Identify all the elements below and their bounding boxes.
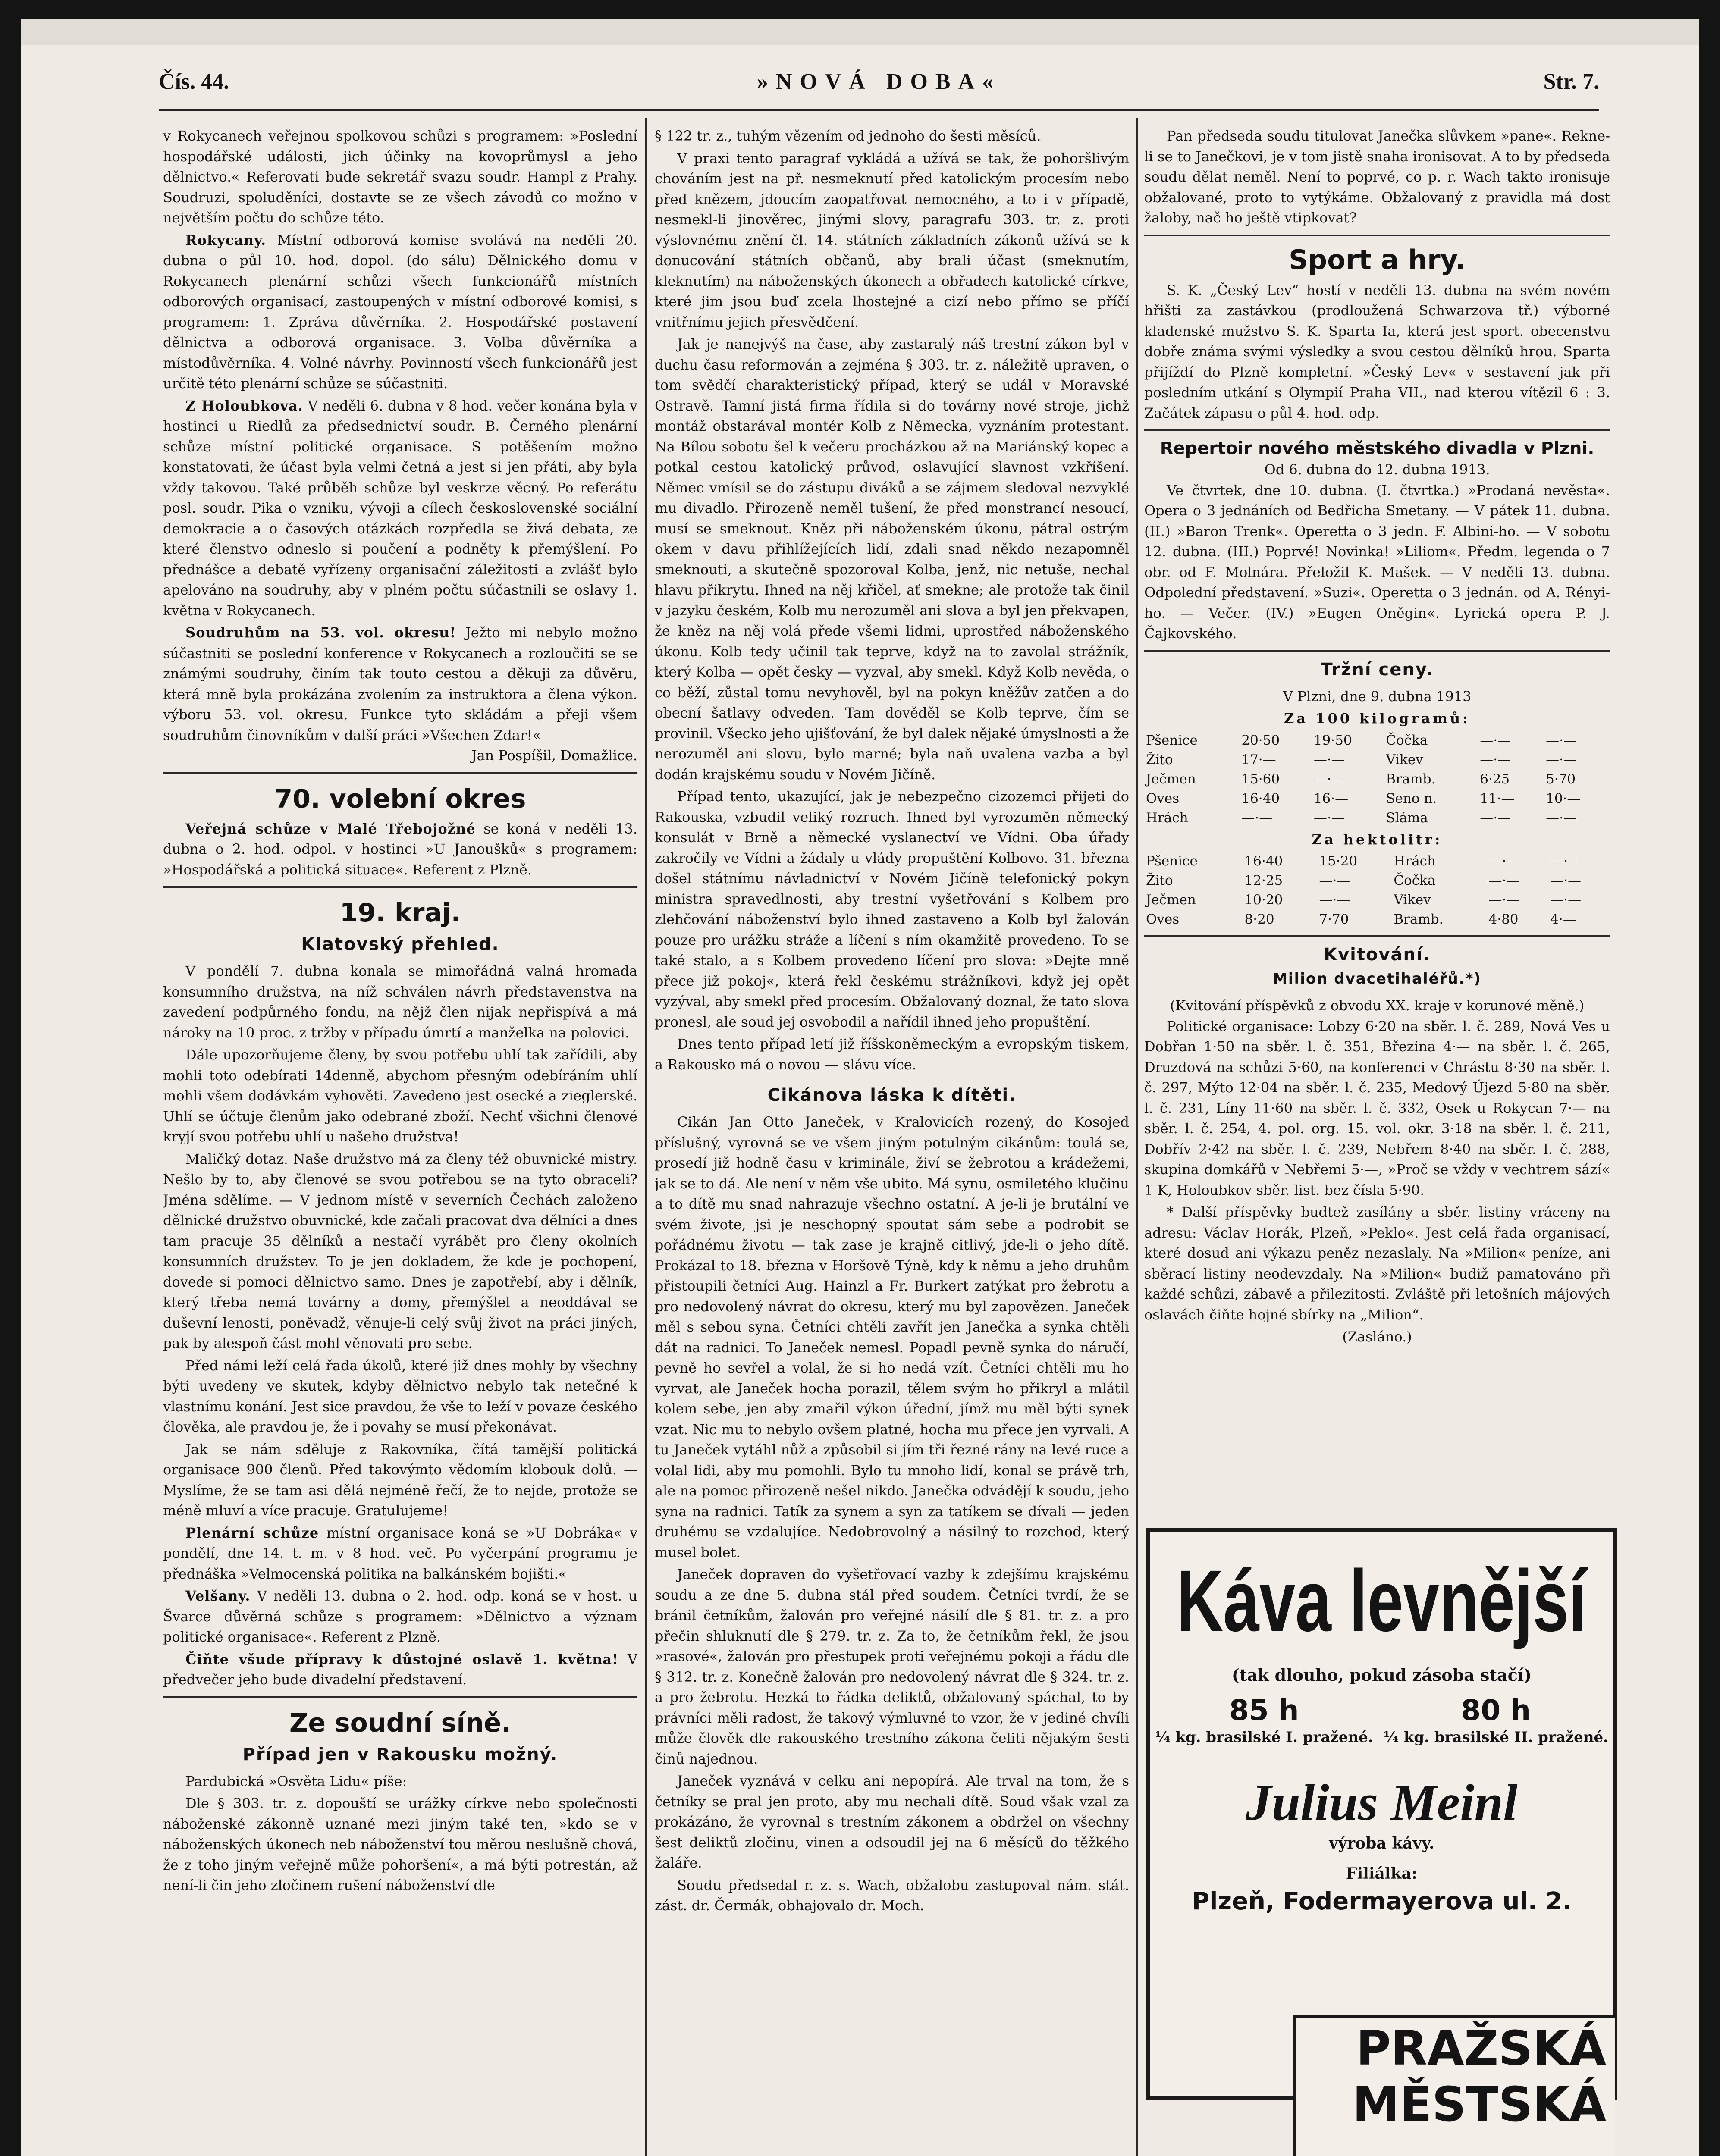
signature: Jan Pospíšil, Domažlice. — [471, 747, 637, 764]
price-value: —·— — [1550, 892, 1582, 908]
price-value: —·— — [1480, 752, 1511, 768]
article-lead: Velšany. — [185, 1588, 251, 1604]
commodity-name: Ječmen — [1146, 771, 1196, 787]
commodity-name: Oves — [1146, 912, 1180, 927]
column-3 — [1144, 126, 1610, 1519]
commodity-name: Bramb. — [1394, 912, 1444, 927]
section-subtitle: Případ jen v Rakousku možný. — [242, 1744, 558, 1764]
article-text: Ježto mi nebylo možno súčastniti se poslední konference v Rokycanech a rozloučiti se se známými soudruhy, činím tak touto cestou a děkuji za důvěru, která mně byla prokázána zvolením za instruktora a člena výkon. výboru 53. vol. okresu. Funkce tyto skládám a přeji všem soudruhům činovníkům v další práci »Všechen Zdar!« — [163, 624, 637, 743]
article-paragraph — [163, 1649, 637, 1690]
article-paragraph: Jak se nám sděluje z Rakovníka, čítá tamější politická organisace 900 členů. Před takovýmto vědomím klobouk dolů. — Myslíme, že se tam asi dělá nejméně řečí, že to nejde, protože se méně mluví a více pracuje. Gratulujeme! — [163, 1441, 637, 1519]
article-paragraph — [163, 1523, 637, 1585]
article-paragraph: Pan předseda soudu titulovat Janečka slůvkem »pane«. Rekne-li se to Janečkovi, je v tom jistě snaha ironisovat. A to by předseda soudu dělat neměl. Není to poprvé, co p. r. Wach takto ironisuje obžalované, proto to vytýkáme. Obžalovaný z pravidla má dost žaloby, nač ho ještě vtipkovat? — [1144, 128, 1610, 226]
commodity-name: Čočka — [1386, 732, 1428, 748]
section-rule — [163, 1696, 637, 1698]
article-lead: Plenární schůze — [185, 1524, 319, 1541]
article-paragraph: § 122 tr. z., tuhým vězením od jednoho do šesti měsíců. — [655, 128, 1041, 144]
section-rule — [1144, 650, 1610, 652]
article-paragraph: S. K. „Český Lev“ hostí v neděli 13. dubna na svém novém hřišti za zastávkou (prodloužená Schwarzova tř.) výborné kladenské mužstvo S. K. Sparta Ia, která jest sport. obecenstvu dobře známa svými výsledky a svou cestou dělníků hrou. Sparta přijíždí do Plzně kompletní. »Český Lev« v sestavení jak při posledním utkání s Olympií Praha VII., nad kterou vítězil 6 : 3. Začátek zápasu o půl 4. hod. odp. — [1144, 282, 1610, 421]
price: 85 h — [1229, 1694, 1299, 1727]
price-value: —·— — [1546, 732, 1577, 748]
price-row — [1144, 808, 1610, 828]
price-row — [1144, 852, 1610, 871]
commodity-name: Bramb. — [1386, 771, 1436, 787]
price-block — [1384, 1693, 1609, 1747]
article-text: se koná v neděli 13. dubna o 2. hod. odpol. v hostinci »U Janoušků« s programem: »Hospodářská a politická situace«. Referent z Plzně. — [163, 820, 637, 878]
commodity-name: Seno n. — [1386, 790, 1437, 806]
price-value: 10·— — [1546, 790, 1581, 806]
price-value: 12·25 — [1244, 873, 1283, 888]
branch-address: Plzeň, Fodermayerova ul. 2. — [1192, 1887, 1572, 1915]
article-paragraph: Dle § 303. tr. z. dopouští se urážky církve nebo společnosti náboženské zákonně uznané mezi jiným také ten, »kdo se v náboženských úkonech neb náboženství tou měrou neslušně chová, že z toho jiným veřejně může pohoršení«, a má býti potrestán, až není-li čin jeho zločinem rušení náboženství dle — [163, 1795, 637, 1893]
commodity-name: Sláma — [1386, 810, 1428, 826]
price-value: 15·20 — [1319, 853, 1358, 869]
price-value: 8·20 — [1244, 912, 1274, 927]
article-paragraph — [163, 396, 637, 621]
price-description: ¼ kg. brasilské II. pražené. — [1383, 1729, 1609, 1746]
price-row — [1144, 770, 1610, 789]
article-paragraph: Janeček vyznává v celku ani nepopírá. Ale trval na tom, že s četníky se pral jen proto, aby mu nechali dítě. Soud však vzal za prokázáno, že vyrovnal s trestním zákonem a obdržel on všechny šest deliktů zločinu, vinen a odsoudil jej na 6 měsíců do těžkého žaláře. — [655, 1773, 1129, 1871]
market-title: Tržní ceny. — [1321, 659, 1434, 680]
price-row — [1144, 910, 1610, 929]
price-value: —·— — [1313, 771, 1345, 787]
commodity-name: Hrách — [1394, 853, 1436, 869]
price-value: 19·50 — [1313, 732, 1352, 748]
section-rule — [163, 886, 637, 888]
price-value: 15·60 — [1241, 771, 1280, 787]
price-value: 16·40 — [1241, 790, 1280, 806]
price-value: —·— — [1546, 810, 1577, 826]
commodity-name: Vikev — [1386, 752, 1423, 768]
article-paragraph — [163, 623, 637, 764]
price-description: ¼ kg. brasilské I. pražené. — [1155, 1729, 1373, 1746]
article-paragraph — [163, 230, 637, 394]
price-value: 16·40 — [1244, 853, 1283, 869]
market-unit: Za hektolitr: — [1312, 831, 1443, 848]
article-paragraph — [163, 819, 637, 881]
price-table — [1144, 731, 1610, 828]
ad-prices — [1150, 1693, 1613, 1747]
price-value: —·— — [1319, 892, 1350, 908]
article-paragraph: v Rokycanech veřejnou spolkovou schůzi s programem: »Poslední hospodářské události, jich účinky na kovoprůmysl a jeho dělnictvo.« Referovati bude sekretář svazu soudr. Hampl z Prahy. Soudruzi, spoluděníci, dostavte se ze všech závodů co možno v největším počtu do schůze této. — [163, 128, 637, 226]
price: 80 h — [1461, 1694, 1531, 1727]
brand-subline: výroba kávy. — [1329, 1834, 1434, 1852]
section-rule — [1144, 935, 1610, 937]
article-paragraph: Jak je nanejvýš na čase, aby zastaralý náš trestní zákon byl v duchu času reformován a zejména § 303. tr. z. náležitě upraven, o tom svědčí charakteristický případ, který se udál v Moravské Ostravě. Tamní jistá firma řídila si do továrny nové stroje, jichž montáž obstarával montér Kolb z Německa, vyznáním protestant. Na Bílou sobotu šel k večeru procházkou až na Mariánský kopec a potkal cestou katolický průvod, oslavující slavnost vzkříšení. Němec vmísil se do zástupu diváků a se zájmem sledoval nezvyklé mu divadlo. Přirozeně neměl tušení, že před monstrancí nesoucí, musí se smeknout. Kněz při náboženském úkonu, pátral ostrým okem v davu přihlížejících lidí, zdali snad někdo nezapomněl smeknouti, a skutečně spozoroval Kolba, jenž, nic netuše, nechal hlavu přikrytu. Ihned na něj křičel, ať smekne; ale protože tak činil v jazyku českém, Kolb mu nerozuměl ani slova a byl jen překvapen, že kněz na něj volá přede všemi lidmi, uprostřed náboženského úkonu. Kolb tedy učinil tak teprve, když na to zavolal strážník, který Kolba — opět česky — vyzval, aby smekl. Když Kolb nevěda, o co běží, zůstal tomu nevyhověl, byl na pokyn kněžův zatčen a do obecní šatlavy odveden. Tam dověděl se Kolb teprve, čím se provinil. Všecko jeho ujišťování, že byl dalek nějaké úmyslnosti a že nerozuměl ani slovu, bylo marné; byla naň uvalena vazba a byl dodán krajskému soudu v Novém Jičíně. — [655, 336, 1129, 783]
price-value: —·— — [1480, 732, 1511, 748]
section-title: Ze soudní síně. — [289, 1708, 512, 1738]
brand-name: Julius Meinl — [1246, 1774, 1518, 1831]
price-value: 4·— — [1550, 912, 1576, 927]
commodity-name: Vikev — [1394, 892, 1431, 908]
price-value: —·— — [1550, 873, 1582, 888]
section-subtitle: Cikánova láska k dítěti. — [767, 1085, 1017, 1105]
commodity-name: Pšenice — [1146, 853, 1198, 869]
price-value: 16·— — [1313, 790, 1349, 806]
price-row — [1144, 890, 1610, 910]
article-paragraph — [163, 1586, 637, 1648]
page-number: Str. 7. — [1543, 69, 1599, 94]
price-value: 17·— — [1241, 752, 1276, 768]
commodity-name: Oves — [1146, 790, 1180, 806]
price-value: —·— — [1488, 892, 1520, 908]
price-value: 7·70 — [1319, 912, 1349, 927]
price-value: 20·50 — [1241, 732, 1280, 748]
price-value: 4·80 — [1488, 912, 1519, 927]
article-paragraph: Cikán Jan Otto Janeček, v Kralovicích rozený, do Kosojed příslušný, vyrovná se ve všem jiným potulným cikánům: toulá se, prosedí již hodně času v kriminále, živí se žebrotou a krádežemi, jak se to dá. Ale není v něm vše ubito. Má synu, osmiletého klučinu a to dítě mu snad nahrazuje všechno ostatní. A je-li je brutální ve svém živote, jsi je neschopný spoutat sám sebe a podrobit se pořádnému životu — tak zase je krajně citlivý, jde-li o jeho dítě. Prokázal to 18. března v Horšově Týně, kdy k němu a jeho druhům přistoupili četníci Aug. Hainzl a Fr. Burkert zatýkat pro žebrotu a pro nedovolený návrat do okresu, který mu byl zapovězen. Janeček měl s sebou syna. Četníci chtěli zavřít jen Janečka a synka chtěli dát na radnici. To Janeček nemesl. Popadl pevně synka do náručí, pevně ho sevřel a volal, že si ho nedá vzít. Četníci chtěli mu ho vyrvat, ale Janeček hocha porazil, tělem svým ho přikryl a mlátil kolem sebe, jen aby zmařil výkon úřední, jímž mu měl býti synek vzat. Nic mu to nebylo ovšem platné, hocha mu přece jen vyrvali. A tu Janeček vytáhl nůž a způsobil si jím tři řezné rány na levé ruce a volal lidi, aby mu pomohli. Bylo tu mnoho lidí, konal se právě trh, ale na pomoc přirozeně nešel nikdo. Janečka odvádějí k soudu, jeho syna na radnici. Tatík za synem a syn za tatíkem se dívali — jeden druhému se vzdalujíce. Nedobrovolný a násilný to rozchod, který musel bolet. — [655, 1114, 1129, 1561]
repertoire-dates: Od 6. dubna do 12. dubna 1913. — [1264, 461, 1490, 478]
price-value: 11·— — [1480, 790, 1515, 806]
commodity-name: Ječmen — [1146, 892, 1196, 908]
branch-label: Filiálka: — [1346, 1865, 1418, 1883]
price-value: —·— — [1313, 810, 1345, 826]
note: (Kvitování příspěvků z obvodu XX. kraje v korunové měně.) — [1170, 997, 1585, 1014]
price-value: —·— — [1546, 752, 1577, 768]
article-paragraph: V praxi tento paragraf vykládá a užívá se tak, že pohoršlivým chováním jest na př. nesmeknutí před katolickým procesím nebo před knězem, jdoucím zaopatřovat nemocného, a to i v případě, nesmekl-li jinověrec, jinými slovy, paragrafu 303. tr. z. proti výslovnému znění čl. 14. státních základních zákonů užívá se k donucování státních občanů, aby brali účast (smeknutím, kleknutím) na náboženských úkonech a obřadech katolické církve, které jim jsou buď zcela lhostejné a cizí nebo přímo se příčí vnitřnímu jejich přesvědčení. — [655, 150, 1129, 330]
column-2 — [655, 126, 1129, 2156]
article-paragraph: Maličký dotaz. Naše družstvo má za členy též obuvnické mistry. Nešlo by to, aby členové se svou potřebou se na tyto obraceli? Jména sdělíme. — V jednom místě v severních Čechách založeno dělnické družstvo obuvnické, kde začali pracovat dva dělníci a dnes tam pracuje 35 dělníků a nestačí vyrábět pro členy okolních konsumních družstev. To je jen dokladem, že kde je pochopení, dovede si pomoci dělnictvo samo. Dnes je zapotřebí, aby i dělník, který třeba nemá továrny a domy, přemýšlel a neoddával se duševní lenosti, poněvadž, věnuje-li celý svůj život na práci jiných, pak by alespoň část mohl věnovati pro sebe. — [163, 1150, 637, 1351]
article-text: V neděli 13. dubna o 2. hod. odp. koná se v host. u Švarce důvěrná schůze s programem: »Dělnictvo a význam politické organisace«. Referent z Plzně. — [163, 1588, 637, 1645]
article-lead: Rokycany. — [185, 232, 267, 248]
masthead — [159, 66, 1599, 111]
article-text: místní organisace koná se »U Dobráka« v pondělí, dne 14. t. m. v 8 hod. več. Po vyčerpání programu je přednáška »Velmocenská politika na balkánském bojišti.« — [163, 1524, 637, 1582]
section-rule — [1144, 429, 1610, 431]
price-value: —·— — [1241, 810, 1273, 826]
article-paragraph: Před námi leží celá řada úkolů, které již dnes mohly by všechny býti uvedeny ve skutek, kdyby dělnictvo nebylo tak netečné k vlastnímu konání. Jest sice pravdou, že vše to leží v povaze českého člověka, ale pravdou je, že i povahy se musí překonávat. — [163, 1357, 637, 1435]
price-value: 10·20 — [1244, 892, 1283, 908]
footnote: * Další příspěvky budtež zasílány a sběr. listiny vráceny na adresu: Václav Horák, Plzeň, »Peklo«. Jest celá řada organisací, které dosud ani výkazu peněz nezaslaly. Na »Milion« peníze, ani sběrací listiny neodevzdaly. Na »Milion« budiž pamatováno při každé schůzi, zábavě a přilezitosti. Zvláště při letošních májových oslavách čiňte hojné sbírky na „Milion“. — [1144, 1204, 1610, 1323]
section-rule — [1144, 235, 1610, 236]
column-divider — [1136, 118, 1138, 2156]
price-value: —·— — [1313, 752, 1345, 768]
insurance-advertisement — [1293, 2015, 1615, 2156]
issue-number: Čís. 44. — [159, 69, 229, 94]
price-row — [1144, 789, 1610, 808]
section-rule — [163, 772, 637, 774]
commodity-name: Žito — [1146, 752, 1173, 768]
ad-subline: (tak dlouho, pokud zásoba stačí) — [1231, 1665, 1532, 1685]
price-row — [1144, 750, 1610, 770]
column-divider — [645, 118, 647, 2156]
article-paragraph: Ve čtvrtek, dne 10. dubna. (I. čtvrtka.) »Prodaná nevěsta«. Opera o 3 jednáních od Bedřicha Smetany. — V pátek 11. dubna. (II.) »Baron Trenk«. Operetta o 3 jedn. F. Albini-ho. — V sobotu 12. dubna. (III.) Poprvé! Novinka! »Liliom«. Předm. legenda o 7 obr. od F. Molnára. Přeložil K. Mašek. — V neděli 13. dubna. Odpolední představení. »Suzi«. Operetta o 3 jednán. od A. Rényi-ho. — Večer. (IV.) »Eugen Oněgin«. Lyrická opera P. J. Čajkovského. — [1144, 482, 1610, 642]
article-paragraph: Janeček dopraven do vyšetřovací vazby k zdejšímu krajskému soudu a ze dne 5. dubna stál před soudem. Četníci tvrdí, že se bránil četníkům, žalován pro veřejné násilí dle § 81. tr. z. a pro přečin shluknutí dle § 279. tr. z. Za to, že četníkům řekl, že jsou »rasové«, žalován pro přestupek proti veřejnému pokoji a řádu dle § 312. tr. z. Konečně žalován pro nedovolený návrat dle § 324. tr. z. a pro žebrotu. Hezká to řádka deliktů, obžalovaný spáchal, to by právníci měli radost, že takový výmluvné to vzor, že v jediné chvíli může člověk dle rakouského trestního zákona čeliti nějakým šesti činů najednou. — [655, 1566, 1129, 1767]
price-value: 6·25 — [1480, 771, 1510, 787]
price-value: —·— — [1488, 873, 1520, 888]
ad-title: MĚSTSKÁ — [1352, 2077, 1606, 2132]
article-text: V předvečer jeho bude divadelní představení. — [163, 1651, 637, 1688]
article-paragraph: Případ tento, ukazující, jak je nebezpečno cizozemci přijeti do Rakouska, vzbudil veliký rozruch. Ihned byl vyrozuměn německý konsulát v Brně a německé vyslanectví ve Vídni. Oba úřady zakročily ve Vídni a žádaly u vlády propuštění Kolbovo. 31. března došel státnímu návladnictví v Novém Jičíně telefonický pokyn ministra spravedlnosti, aby trestní vyšetřování s Kolbem pro zlehčování náboženství bylo ihned zastaveno a Kolb byl žalován pouze pro urážku stráže a líčení s ním okamžitě provedeno. To se také stalo, a s Kolbem provedeno líčení pro slova: »Dejte mně přece již pokoj«, která řekl českému strážníkovi, když jej opět vyzýval, aby smekl před procesím. Obžalovaný doznal, že tato slova pronesl, ale soud jej osvobodil a nařídil ihned jeho propuštění. — [655, 788, 1129, 1030]
article-paragraph: Dnes tento případ letí již říšskoněmeckým a evropským tiskem, a Rakousko má o novou — slávu více. — [655, 1036, 1129, 1073]
column-1 — [163, 126, 637, 2156]
ad-headline: Káva levnější — [1177, 1551, 1587, 1650]
article-paragraph: Politické organisace: Lobzy 6·20 na sběr. l. č. 289, Nová Ves u Dobřan 1·50 na sběr. l. č. 351, Březina 4·— na sběr. l. č. 265, Druzdová na schůzi 5·60, na konferenci v Chrástu 8·30 na sběr. l. č. 297, Mýto 12·04 na sběr. l. č. 235, Medový Újezd 5·80 na sběr. l. č. 231, Líny 11·60 na sběr. l. č. 332, Osek u Rokycan 7·— na sběr. l. č. 254, 4. pol. org. 15. vol. okr. 3·18 na sběr. l. č. 211, Dobřív 2·42 na sběr. l. č. 239, Nebřem 8·40 na sběr. l. č. 288, skupina domkářů v Nebřemi 5·—, »Proč se vždy v vechtrem sází« 1 K, Holoubkov sběr. list. bez čísla 5·90. — [1144, 1018, 1610, 1198]
section-subtitle: Milion dvacetihaléřů.*) — [1273, 970, 1481, 987]
commodity-name: Pšenice — [1146, 732, 1198, 748]
price-row — [1144, 871, 1610, 890]
section-title: Sport a hry. — [1289, 244, 1466, 276]
section-title: Kvitování. — [1324, 945, 1431, 965]
section-title: 70. volební okres — [274, 783, 526, 814]
newspaper-page — [21, 19, 1699, 2156]
price-block — [1155, 1693, 1373, 1747]
newspaper-title: »NOVÁ DOBA« — [756, 69, 1001, 94]
zaslano-label: (Zasláno.) — [1342, 1329, 1412, 1345]
article-paragraph: Pardubická »Osvěta Lidu« píše: — [185, 1773, 407, 1789]
commodity-name: Žito — [1146, 873, 1173, 888]
commodity-name: Čočka — [1394, 873, 1436, 888]
article-lead: Veřejná schůze v Malé Třebojožné — [185, 820, 476, 837]
article-paragraph: Soudu předsedal r. z. s. Wach, obžalobu zastupoval nám. stát. zást. dr. Čermák, obhajovalo dr. Moch. — [655, 1877, 1129, 1914]
commodity-name: Hrách — [1146, 810, 1188, 826]
price-value: —·— — [1550, 853, 1582, 869]
price-value: —·— — [1480, 810, 1511, 826]
article-lead: Z Holoubkova. — [185, 397, 303, 414]
ad-title: PRAŽSKÁ — [1356, 2021, 1606, 2076]
price-value: 5·70 — [1546, 771, 1576, 787]
article-paragraph: V pondělí 7. dubna konala se mimořádná valná hromada konsumního družstva, na níž schválen návrh představenstva na zavedení podpůrného fondu, na nějž člen nijak nepřispívá a má nároky na 10 proc. z tržby v případu úmrtí a manželka na polovici. — [163, 963, 637, 1041]
market-date: V Plzni, dne 9. dubna 1913 — [1283, 688, 1472, 705]
article-paragraph: Dále upozorňujeme členy, by svou potřebu uhlí tak zařídili, aby mohli toto odebírati 14denně, abychom přesným odebíráním uhlí mohli všem dodávkám vyhověti. Zavedeno jest osecké a zieglerské. Uhlí se účtuje členům jako odebrané zboží. Nechť všichni členové kryjí svou potřebu uhlí u našeho družstva! — [163, 1047, 637, 1145]
article-lead: Čiňte všude přípravy k důstojné oslavě 1. května! — [185, 1651, 619, 1667]
market-unit: Za 100 kilogramů: — [1284, 710, 1470, 727]
price-row — [1144, 731, 1610, 750]
price-table — [1144, 852, 1610, 929]
price-value: —·— — [1319, 873, 1350, 888]
price-value: —·— — [1488, 853, 1520, 869]
article-text: V neděli 6. dubna v 8 hod. večer konána byla v hostinci u Riedlů za předsednictví soudr. B. Černého plenární schůze místní politické organisace. S potěšením možno konstatovati, že účast byla velmi četná a jest si jen přáti, aby byla vždy takovou. Také průběh schůze byl veskrze věcný. Po referátu posl. soudr. Pika o vzniku, vývoji a cílech československé sociální demokracie a o časových otázkách rozpředla se živá debata, ze které členstvo odneslo si poučení a podněty k přemýšlení. Po přednášce a debatě vyřízeny organisační záležitosti a zvlášť bylo apelováno na soudruhy, aby v plném počtu súčastnili se oslavy 1. května v Rokycanech. — [163, 397, 637, 619]
coffee-advertisement — [1146, 1528, 1617, 2100]
article-text: Místní odborová komise svolává na neděli 20. dubna o půl 10. hod. dopol. (do sálu) Dělnického domu v Rokycanech plenární schůzi všech funkcionářů místních odborových organisací, zastoupených v místní odborové komisi, s programem: 1. Zpráva důvěrníka. 2. Hospodářské postavení dělnictva a odborová organisace. 3. Volba důvěrníka a místodůvěrníka. 4. Volné návrhy. Povinností všech funkcionářů jest určitě této plenární schůze se súčastniti. — [163, 232, 637, 392]
article-lead: Soudruhům na 53. vol. okresu! — [185, 624, 456, 641]
section-subtitle: Klatovský přehled. — [301, 934, 499, 954]
section-title: 19. kraj. — [339, 898, 461, 928]
repertoire-title: Repertoir nového městského divadla v Plzni. — [1160, 439, 1594, 458]
